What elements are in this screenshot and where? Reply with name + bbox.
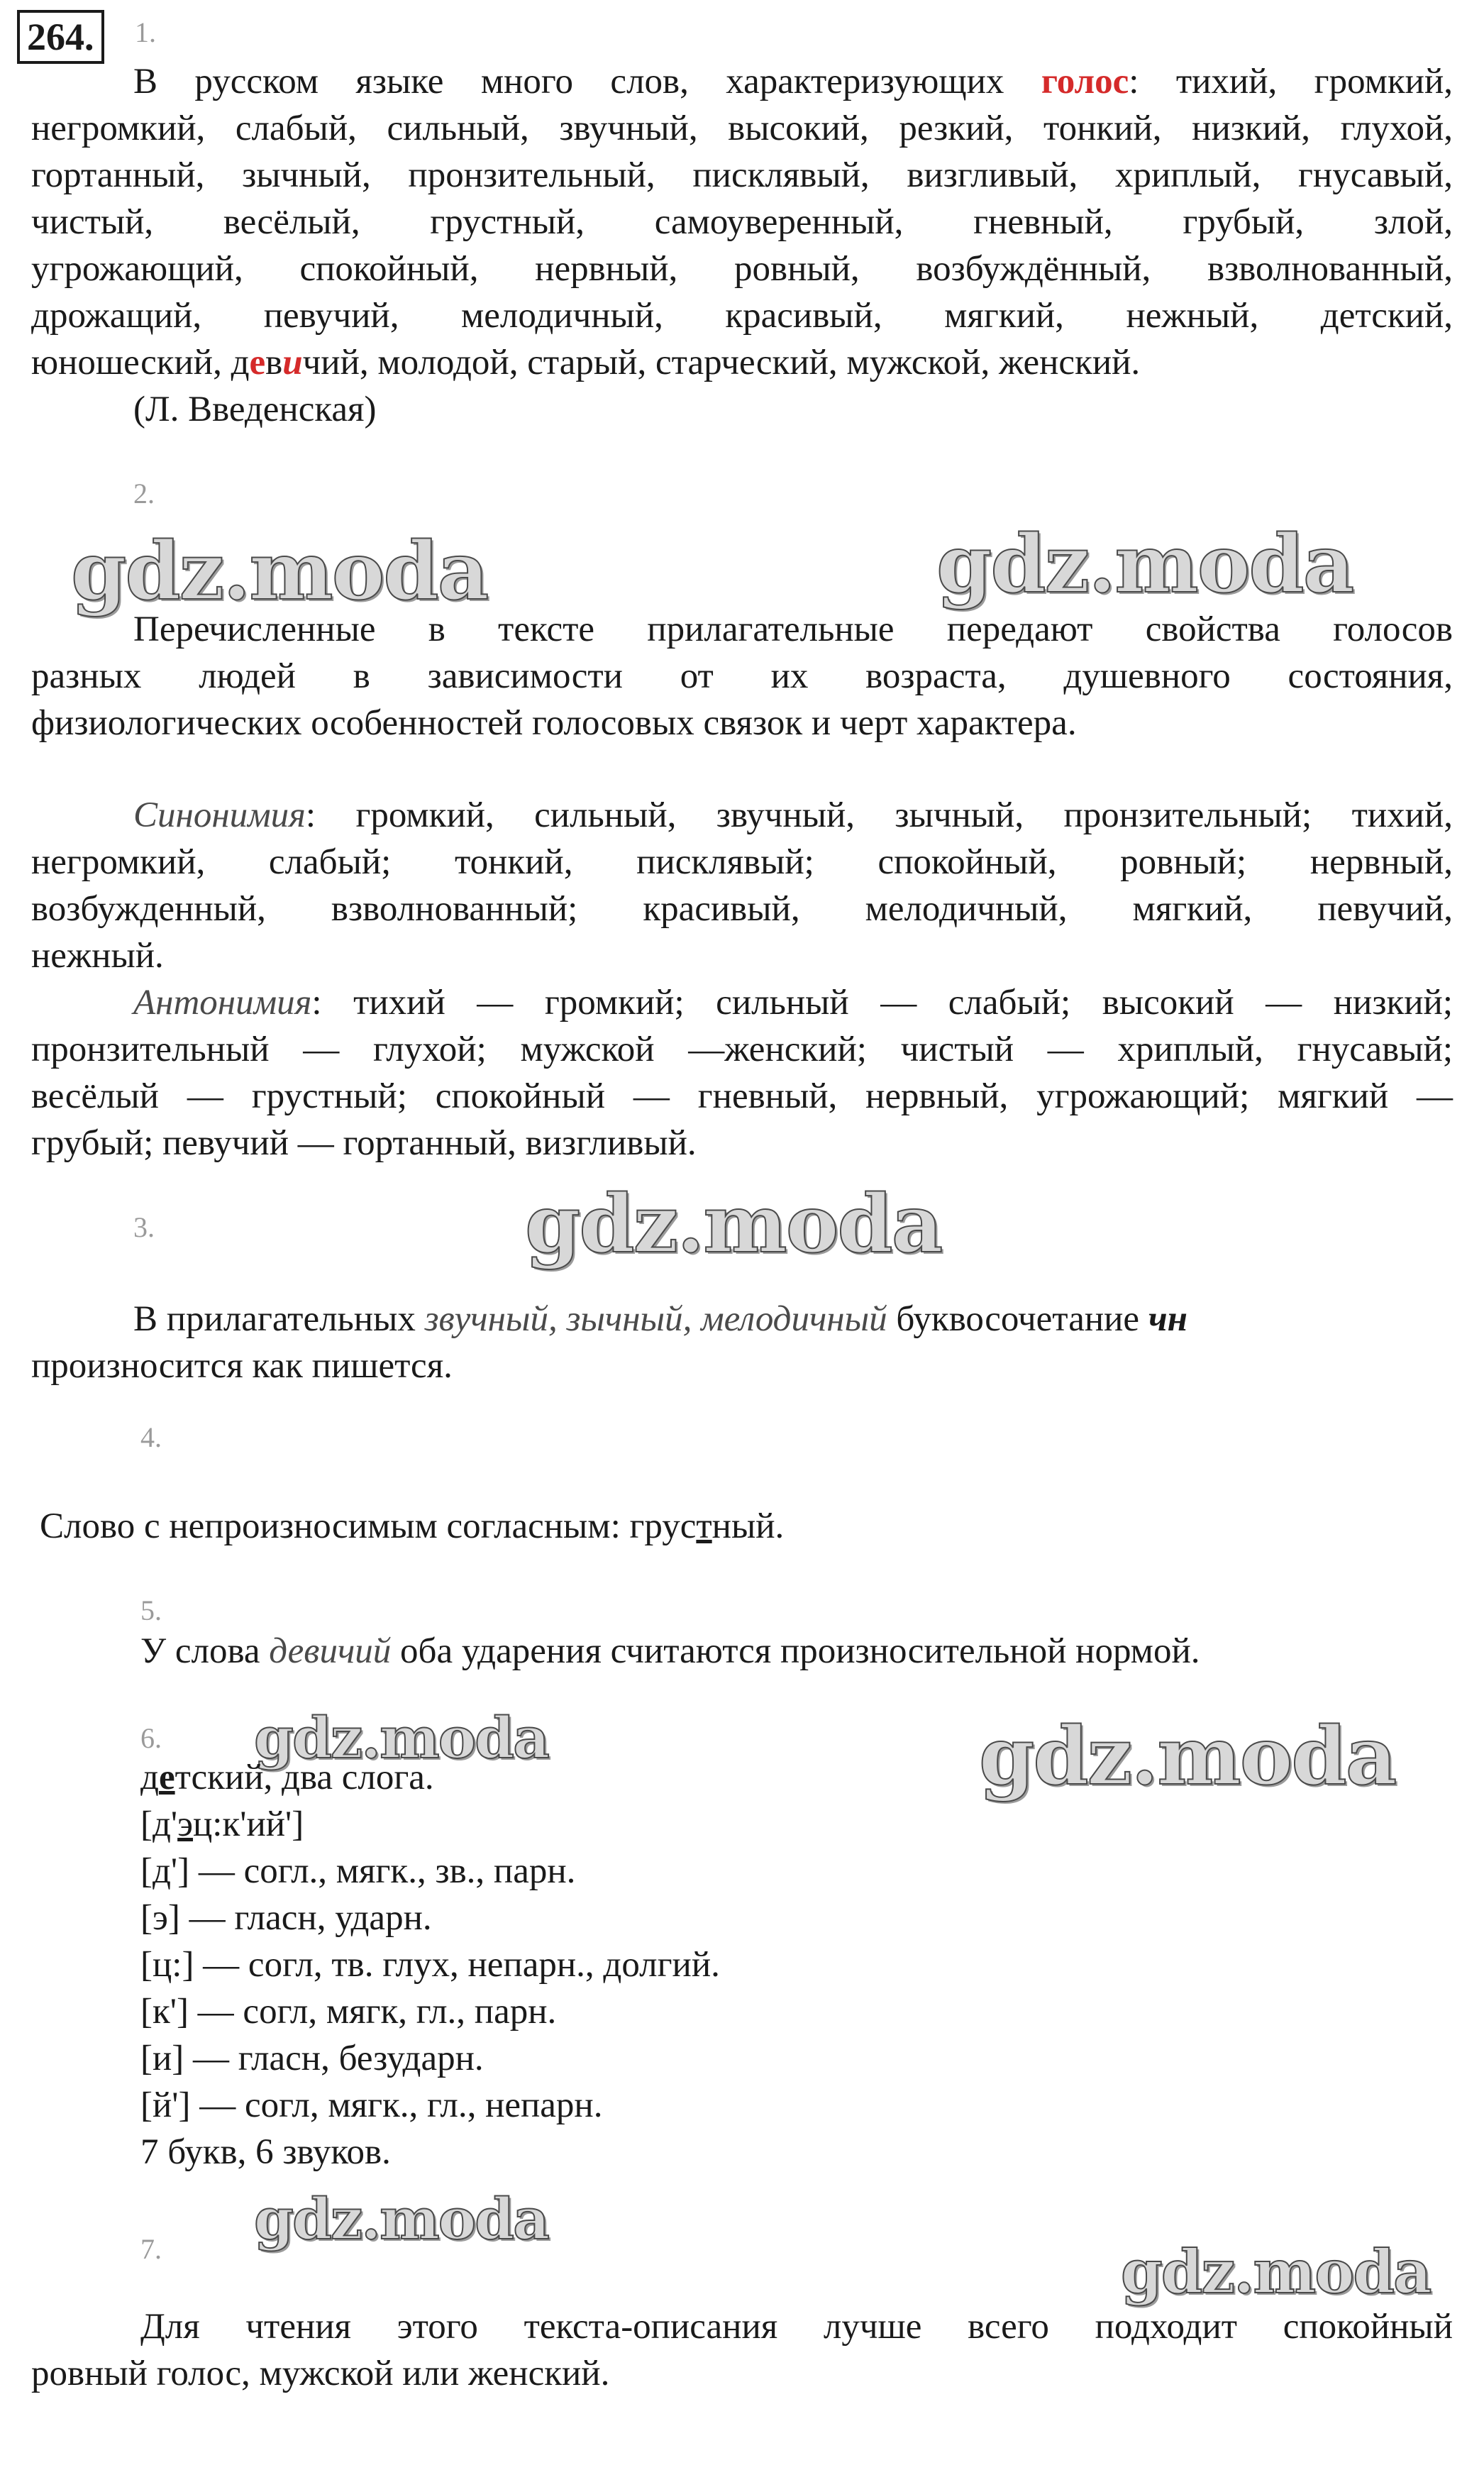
watermark: gdz.moda: [525, 1178, 942, 1271]
synonymy-line-2: негромкий, слабый; тонкий, писклявый; спокойный, ровный; нервный,: [31, 842, 1453, 882]
watermark: gdz.moda: [254, 1704, 548, 1771]
transcription: [д'эц:к'ий']: [140, 1804, 304, 1844]
antonymy-line-4: грубый; певучий — гортанный, визгливый.: [31, 1123, 697, 1163]
part3-line-2: произносится как пишется.: [31, 1346, 453, 1386]
part1-author: (Л. Введенская): [133, 390, 377, 429]
part2-line-1: Перечисленные в тексте прилагательные передают свойства голосов: [133, 610, 1453, 649]
part1-line-3: гортанный, зычный, пронзительный, писклявый, визгливый, хриплый, гнусавый,: [31, 155, 1453, 195]
sound-row-5: [и] — гласн, безударн.: [140, 2039, 484, 2078]
section-number-5: 5.: [140, 1594, 162, 1626]
section-number-2: 2.: [133, 478, 155, 509]
antonymy-label: Антонимия: [133, 983, 312, 1022]
watermark: gdz.moda: [254, 2185, 548, 2252]
part1-line-4: чистый, весёлый, грустный, самоуверенный, гневный, грубый, злой,: [31, 202, 1453, 242]
part2-line-3: физиологических особенностей голосовых связок и черт характера.: [31, 703, 1077, 743]
sound-row-2: [э] — гласн, ударн.: [140, 1898, 432, 1938]
part1-line-5: угрожающий, спокойный, нервный, ровный, возбуждённый, взволнованный,: [31, 249, 1453, 289]
letters-sounds-count: 7 букв, 6 звуков.: [140, 2132, 391, 2172]
antonymy-line-1: Антонимия: тихий — громкий; сильный — слабый; высокий — низкий;: [133, 983, 1453, 1022]
section-number-6: 6.: [140, 1722, 162, 1754]
sound-row-6: [й'] — согл, мягк., гл., непарн.: [140, 2085, 603, 2125]
section-number-1: 1.: [135, 16, 156, 48]
sound-row-1: [д'] — согл., мягк., зв., парн.: [140, 1851, 576, 1891]
watermark: gdz.moda: [936, 518, 1353, 611]
part2-line-2: разных людей в зависимости от их возраста, душевного состояния,: [31, 656, 1453, 696]
word-syllables: детский, два слога.: [140, 1758, 434, 1797]
antonymy-line-3: весёлый — грустный; спокойный — гневный, нервный, угрожающий; мягкий —: [31, 1076, 1453, 1116]
part1-line-7: юношеский, девичий, молодой, старый, старческий, мужской, женский.: [31, 343, 1141, 382]
watermark: gdz.moda: [979, 1710, 1396, 1803]
part7-line-1: Для чтения этого текста-описания лучше всего подходит спокойный: [140, 2307, 1453, 2347]
watermark: gdz.moda: [1121, 2237, 1431, 2307]
antonymy-line-2: пронзительный — глухой; мужской —женский; чистый — хриплый, гнусавый;: [31, 1030, 1453, 1069]
part1-line-6: дрожащий, певучий, мелодичный, красивый, мягкий, нежный, детский,: [31, 296, 1453, 336]
sound-row-4: [к'] — согл, мягк, гл., парн.: [140, 1992, 557, 2032]
part4-line: Слово с непроизносимым согласным: грустный.: [40, 1506, 785, 1546]
synonymy-line-1: Синонимия: громкий, сильный, звучный, зычный, пронзительный; тихий,: [133, 795, 1453, 835]
section-number-7: 7.: [140, 2233, 162, 2265]
part5-line: У слова девичий оба ударения считаются произносительной нормой.: [140, 1631, 1200, 1671]
section-number-3: 3.: [133, 1211, 155, 1243]
synonymy-label: Синонимия: [133, 795, 306, 835]
part1-line-2: негромкий, слабый, сильный, звучный, высокий, резкий, тонкий, низкий, глухой,: [31, 109, 1453, 148]
watermark: gdz.moda: [71, 525, 488, 618]
part3-line-1: В прилагательных звучный, зычный, мелодичный буквосочетание чн: [133, 1299, 1187, 1339]
section-number-4: 4.: [140, 1421, 162, 1453]
synonymy-line-4: нежный.: [31, 936, 164, 976]
synonymy-line-3: возбужденный, взволнованный; красивый, мелодичный, мягкий, певучий,: [31, 889, 1453, 929]
sound-row-3: [ц:] — согл, тв. глух, непарн., долгий.: [140, 1945, 720, 1985]
part7-line-2: ровный голос, мужской или женский.: [31, 2354, 610, 2393]
part1-line-1: В русском языке много слов, характеризующих голос: тихий, громкий,: [133, 62, 1453, 101]
task-number: 264.: [17, 10, 104, 64]
